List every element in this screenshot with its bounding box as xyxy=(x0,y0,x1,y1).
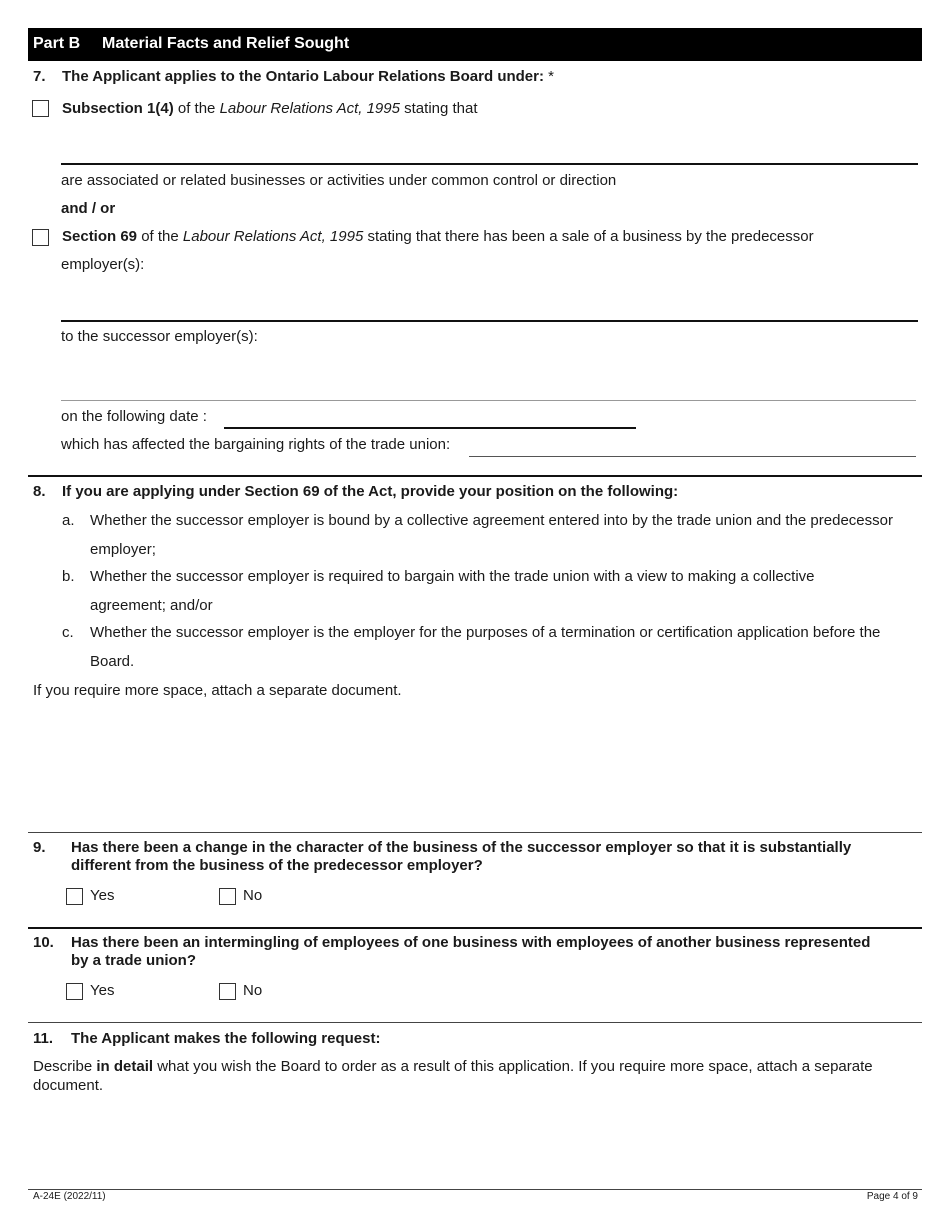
q8-item-a-line2: employer; xyxy=(90,541,156,558)
q8-item-a-line1: Whether the successor employer is bound by a collective agreement entered into by the trade union and the predecessor xyxy=(90,512,893,529)
q11-question: The Applicant makes the following request: xyxy=(71,1030,381,1047)
q9-yes-label: Yes xyxy=(90,887,115,904)
section-69-label xyxy=(62,228,814,245)
q11-description-line2: document. xyxy=(33,1077,104,1094)
associated-text: are associated or related businesses or activities under common control or direction xyxy=(61,172,617,189)
q8-item-b-line2: agreement; and/or xyxy=(90,597,213,614)
option1-mid: of the xyxy=(173,100,220,117)
form-id: A-24E (2022/11) xyxy=(33,1191,106,1202)
subsection-1-4-checkbox[interactable] xyxy=(32,100,49,117)
q8-item-b-line1: Whether the successor employer is required to bargain with the trade union with a view to making a collective xyxy=(90,568,815,585)
q9-yes-checkbox[interactable] xyxy=(66,888,83,905)
q8-item-b-letter: b. xyxy=(62,568,75,585)
successor-employer-field[interactable] xyxy=(61,400,916,401)
q11-number: 11. xyxy=(33,1030,54,1047)
q8-item-c-line1: Whether the successor employer is the employer for the purposes of a termination or certification application before the xyxy=(90,624,881,641)
q9-no-label: No xyxy=(243,887,263,904)
divider xyxy=(28,832,922,833)
divider xyxy=(28,1022,922,1023)
q8-question: If you are applying under Section 69 of the Act, provide your position on the following: xyxy=(62,483,679,500)
option1-bold: Subsection 1(4) xyxy=(62,100,174,117)
successor-label: to the successor employer(s): xyxy=(61,328,258,345)
q10-no-checkbox[interactable] xyxy=(219,983,236,1000)
q8-number: 8. xyxy=(33,483,46,500)
q9-line1: Has there been a change in the character of the business of the successor employer so that it is substantially xyxy=(71,839,852,856)
q10-number: 10. xyxy=(33,934,54,951)
q8-item-c-letter: c. xyxy=(62,624,74,641)
q11-response-area[interactable] xyxy=(33,1100,918,1180)
q11-desc-post: what you wish the Board to order as a result of this application. If you require more space, attach a separate xyxy=(153,1058,873,1075)
page-number: Page 4 of 9 xyxy=(866,1191,918,1202)
option1-act: Labour Relations Act, 1995 xyxy=(219,100,400,117)
q8-note: If you require more space, attach a separate document. xyxy=(33,682,402,699)
q10-line2: by a trade union? xyxy=(71,952,197,969)
q10-yes-checkbox[interactable] xyxy=(66,983,83,1000)
divider xyxy=(28,475,922,477)
required-mark: * xyxy=(548,68,554,85)
divider xyxy=(28,927,922,929)
section-69-checkbox[interactable] xyxy=(32,229,49,246)
q11-description xyxy=(33,1058,873,1075)
and-or-text: and / or xyxy=(61,200,116,217)
q8-item-a-letter: a. xyxy=(62,512,75,529)
option2-bold: Section 69 xyxy=(62,228,138,245)
footer-divider xyxy=(28,1189,922,1190)
predecessor-employer-field[interactable] xyxy=(61,320,918,322)
q11-desc-bold: in detail xyxy=(96,1058,154,1075)
option2-act: Labour Relations Act, 1995 xyxy=(182,228,364,245)
q11-desc-pre: Describe xyxy=(33,1058,97,1075)
q9-number: 9. xyxy=(33,839,46,856)
q8-response-area[interactable] xyxy=(33,705,918,825)
q7-question-text: The Applicant applies to the Ontario Labour Relations Board under: xyxy=(62,68,544,85)
option2-line2: employer(s): xyxy=(61,256,145,273)
option1-tail: stating that xyxy=(399,100,478,117)
q7-number: 7. xyxy=(33,68,46,85)
q9-no-checkbox[interactable] xyxy=(219,888,236,905)
date-label: on the following date : xyxy=(61,408,207,425)
rights-label: which has affected the bargaining rights of the trade union: xyxy=(61,436,451,453)
section-title: Material Facts and Relief Sought xyxy=(102,35,350,52)
subsection-1-4-label xyxy=(62,100,478,117)
q10-yes-label: Yes xyxy=(90,982,115,999)
q10-line1: Has there been an intermingling of employees of one business with employees of another business represented xyxy=(71,934,871,951)
q8-item-c-line2: Board. xyxy=(90,653,135,670)
q7-question xyxy=(62,68,554,85)
part-label: Part B xyxy=(33,35,81,52)
q10-no-label: No xyxy=(243,982,263,999)
q9-line2: different from the business of the predecessor employer? xyxy=(71,857,483,874)
option2-mid: of the xyxy=(137,228,183,245)
associated-businesses-field[interactable] xyxy=(61,163,918,165)
date-field[interactable] xyxy=(224,427,636,429)
part-b-header xyxy=(28,28,922,61)
option2-tail: stating that there has been a sale of a business by the predecessor xyxy=(363,228,814,245)
trade-union-field[interactable] xyxy=(469,456,916,457)
